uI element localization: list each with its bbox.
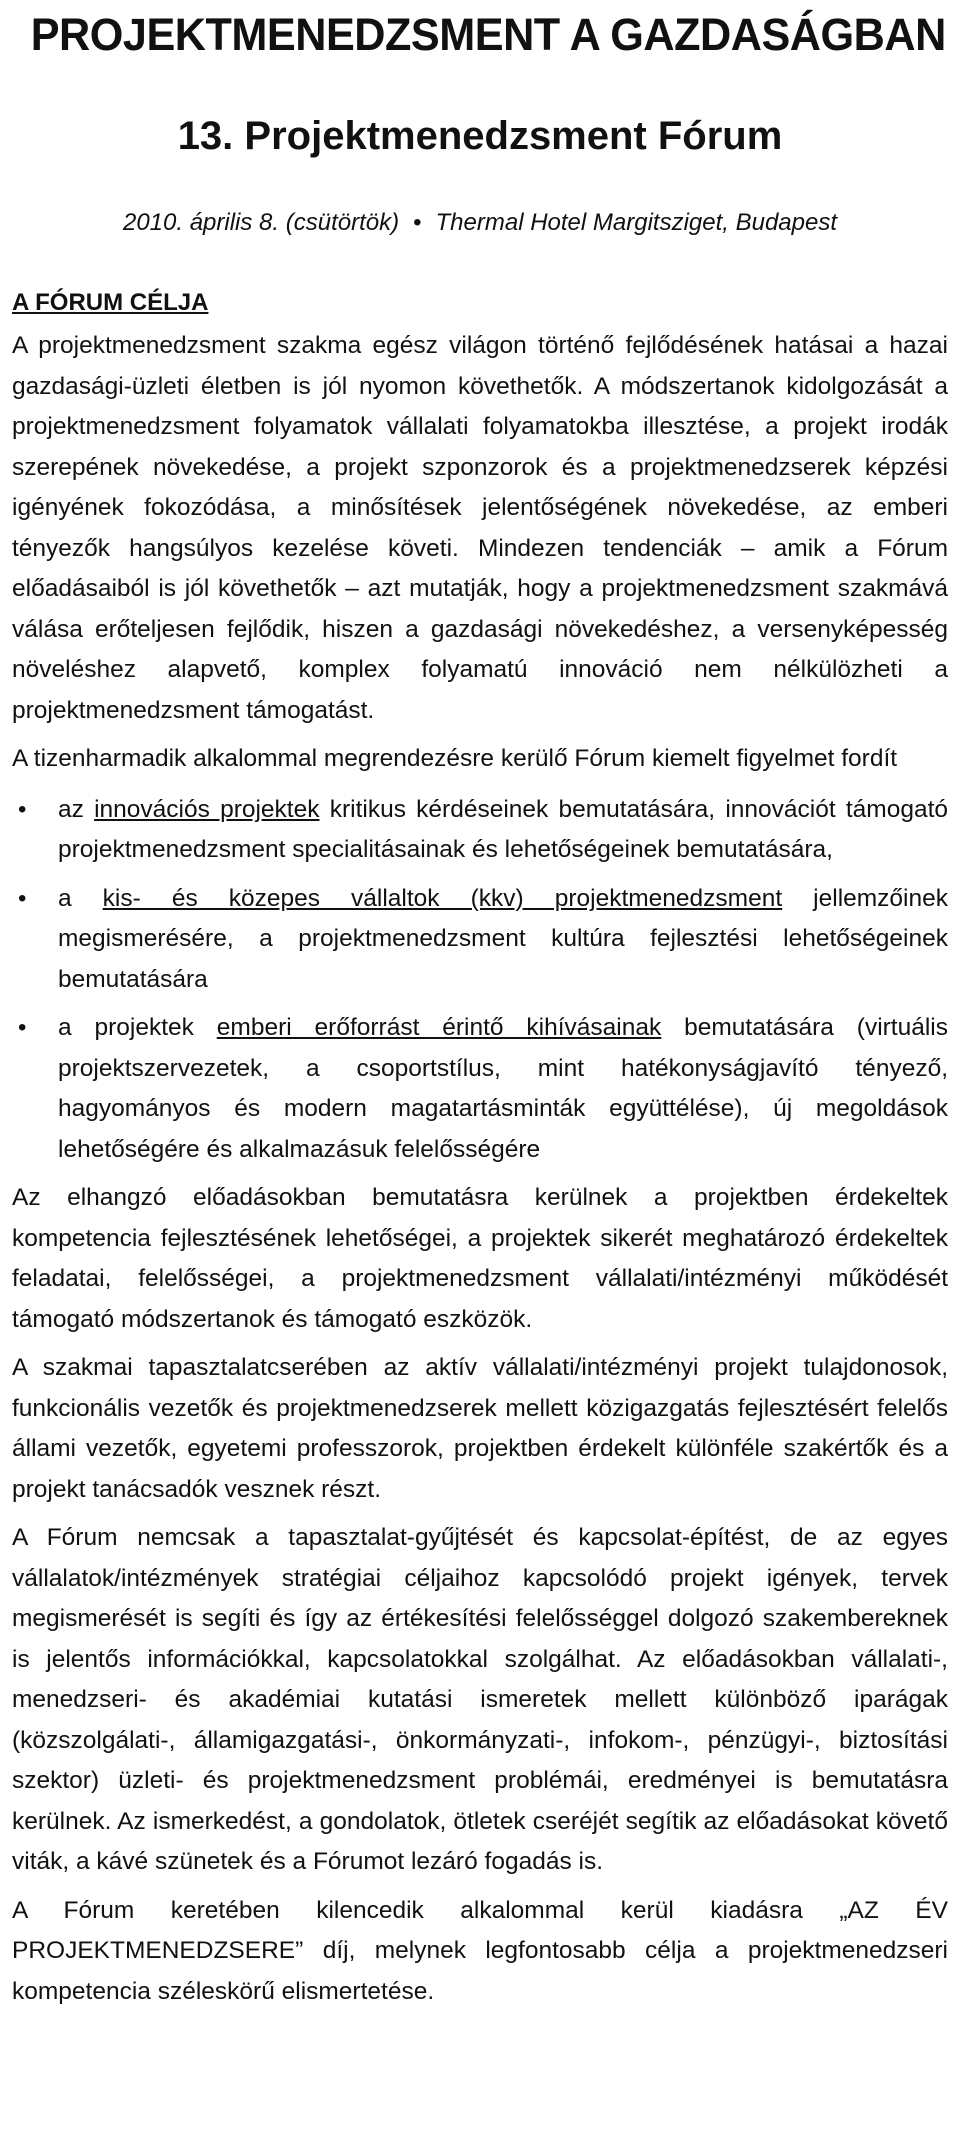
- event-meta: [12, 208, 948, 238]
- bullet-text-start: az: [58, 795, 95, 823]
- document-title: PROJEKTMENEDZSMENT A GAZDASÁGBAN: [30, 9, 946, 60]
- bullet-text-rest: bemutatására (virtuális projektszervezetek, a csoportstílus, mint hatékonyságjavító tényező, hagyományos és modern magatartásminták együttélése), új megoldások lehetőségére és alkalmazásuk felelősségére: [58, 1014, 948, 1163]
- section-heading: A FÓRUM CÉLJA: [12, 289, 209, 316]
- paragraph-award: A Fórum keretében kilencedik alkalommal kerül kiadásra „AZ ÉV PROJEKTMENEDZSERE” díj, melynek legfontosabb célja a projektmenedzseri kompetencia széleskörű elismertetése.: [12, 1896, 948, 2005]
- bullet-icon: •: [18, 1014, 27, 1041]
- bullet-text-rest: kritikus kérdéseinek bemutatására, innovációt támogató projektmenedzsment specialitásainak és lehetőségeinek bemutatására,: [58, 795, 949, 863]
- bullet-text-start: a: [58, 884, 103, 912]
- paragraph-networking: A Fórum nemcsak a tapasztalat-gyűjtését és kapcsolat-építést, de az egyes vállalatok/intézmények stratégiai céljaihoz kapcsolódó projekt igények, tervek megismerését is segíti és így az értékesítési felelősséggel dolgozó szakembereknek is jelentős információkkal, kapcsolatokkal szolgálhat. Az előadásokban vállalati-, menedzseri- és akadémiai kutatási ismeretek mellett különböző iparágak (közszolgálati-, államigazgatási-, önkormányzati-, infokom-, pénzügyi-, biztosítási szektor) üzleti- és projektmenedzsment problémái, eredményei is bemutatásra kerülnek. Az ismerkedést, a gondolatok, ötletek cseréjét segítik az előadásokat követő viták, a kávé szünetek és a Fórumot lezáró fogadás is.: [12, 1524, 948, 1875]
- focus-list: [12, 790, 948, 1171]
- list-item: [12, 1008, 948, 1170]
- bullet-text-start: a projektek: [58, 1014, 217, 1041]
- paragraph-participants: A szakmai tapasztalatcserében az aktív vállalati/intézményi projekt tulajdonosok, funkcionális vezetők és projektmenedzserek mellett közigazgatás fejlesztésért felelős állami vezetők, egyetemi professzorok, projektben érdekelt különféle szakértők és a projekt tanácsadók vesznek részt.: [12, 1354, 948, 1503]
- event-venue: Thermal Hotel Margitsziget, Budapest: [435, 209, 838, 236]
- event-date: 2010. április 8. (csütörtök): [122, 209, 400, 236]
- separator-dot: •: [413, 209, 422, 236]
- paragraph-presentations: Az elhangzó előadásokban bemutatásra kerülnek a projektben érdekeltek kompetencia fejlesztésének lehetőségei, a projektek sikerét meghatározó érdekeltek feladatai, felelősségei, a projektmenedzsment vállalati/intézményi működését támogató módszertanok és támogató eszközök.: [12, 1184, 948, 1333]
- bullet-underlined-text: kis- és közepes vállaltok (kkv) projektmenedzsment: [102, 884, 783, 912]
- paragraph-focus-intro: A tizenharmadik alkalommal megrendezésre kerülő Fórum kiemelt figyelmet fordít: [12, 745, 898, 772]
- bullet-underlined-text: innovációs projektek: [94, 795, 320, 823]
- bullet-text-rest: jellemzőinek megismerésére, a projektmenedzsment kultúra fejlesztési lehetőségeinek bemutatására: [58, 884, 948, 993]
- event-title: 13. Projektmenedzsment Fórum: [177, 114, 783, 158]
- bullet-underlined-text: emberi erőforrást érintő kihívásainak: [216, 1014, 662, 1041]
- paragraph-intro: A projektmenedzsment szakma egész világon történő fejlődésének hatásai a hazai gazdasági-üzleti életben is jól nyomon követhetők. A módszertanok kidolgozását a projektmenedzsment folyamatok vállalati folyamatokba illesztése, a projekt irodák szerepének növekedése, a projekt szponzorok és a projektmenedzserek képzési igényének fokozódása, a minősítések jelentőségének növekedése, az emberi tényezők hangsúlyos kezelése követi. Mindezen tendenciák – amik a Fórum előadásaiból is jól követhetők – azt mutatják, hogy a projektmenedzsment szakmává válása erőteljesen fejlődik, hiszen a gazdasági növekedéshez, a versenyképesség növeléshez alapvető, komplex folyamatú innováció nem nélkülözheti a projektmenedzsment támogatást.: [12, 332, 948, 724]
- bullet-icon: •: [18, 795, 27, 823]
- bullet-icon: •: [18, 884, 27, 912]
- list-item: [12, 790, 948, 871]
- list-item: [12, 879, 948, 1001]
